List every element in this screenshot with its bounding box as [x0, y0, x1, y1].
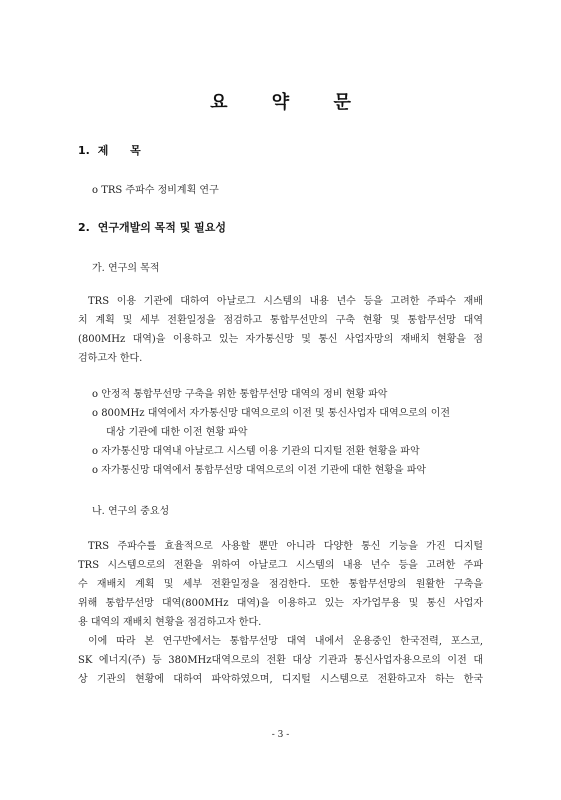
- section-1-number: 1.: [78, 144, 90, 157]
- paragraph-line: 수 재배치 계획 및 세부 전환일정을 점검한다. 또한 통합무선망의 원활한 구축을: [78, 579, 483, 590]
- paragraph-line: 치 계획 및 세부 전환일정을 점검하고 통합무선만의 구축 현황 및 통합무선망 대역: [78, 315, 483, 326]
- paragraph-line: TRS 이용 기관에 대하여 아날로그 시스템의 내용 년수 등을 고려한 주파수 재배: [88, 296, 483, 307]
- paragraph-line: 위해 통합무선망 대역(800MHz 대역)을 이용하고 있는 자가업무용 및 통신 사업자: [78, 598, 483, 609]
- subsection-a-label: 가. 연구의 목적: [92, 263, 160, 274]
- paragraph-line: TRS 시스템으로의 전환을 위하여 아날로그 시스템의 내용 년수 등을 고려한 주파: [78, 560, 483, 571]
- paragraph-line: 이에 따라 본 연구반에서는 통합무선망 대역 내에서 운용중인 한국전력, 포스코,: [88, 636, 483, 647]
- list-item: o 자가통신망 대역에서 통합무선망 대역으로의 이전 기관에 대한 현황을 파악: [92, 465, 427, 476]
- section-2-title: 연구개발의 목적 및 필요성: [97, 221, 227, 234]
- section-2-number: 2.: [78, 221, 90, 234]
- list-item-continuation: 대상 기관에 대한 이전 현황 파악: [106, 427, 248, 438]
- importance-paragraph-1: [78, 537, 483, 632]
- section-1-title: 제 목: [97, 144, 150, 157]
- paragraph-line: TRS 주파수를 효율적으로 사용할 뿐만 아니라 다양한 통신 기능을 가진 디지털: [88, 541, 483, 552]
- section-1-heading: [78, 142, 150, 158]
- paragraph-line: (800MHz 대역)을 이용하고 있는 자가통신망 및 통신 사업자망의 재배치 현황을 점: [78, 334, 483, 345]
- purpose-bullet-list: [92, 385, 486, 480]
- paragraph-line: 검하고자 한다.: [78, 353, 143, 364]
- paragraph-line: 상 기관의 현황에 대하여 파악하였으며, 디지털 시스템으로 전환하고자 하는 한국: [78, 674, 483, 685]
- importance-paragraph-2: [78, 632, 483, 689]
- subsection-b-label: 나. 연구의 중요성: [92, 506, 170, 517]
- paragraph-line: 용 대역의 재배치 현황을 점검하고자 한다.: [78, 617, 262, 628]
- section-2-heading: [78, 219, 226, 235]
- section-1-bullet: o TRS 주파수 정비계획 연구: [92, 185, 219, 196]
- list-item: o 안정적 통합무선망 구축을 위한 통합무선망 대역의 정비 현황 파악: [92, 389, 388, 400]
- list-item: o 800MHz 대역에서 자가통신망 대역으로의 이전 및 통신사업자 대역으로의 이전: [92, 408, 451, 419]
- paragraph-line: SK 에너지(주) 등 380MHz대역으로의 전환 대상 기관과 통신사업자용으로의 이전 대: [78, 655, 483, 666]
- page-title: 요 약 문: [210, 92, 370, 113]
- purpose-paragraph: [78, 292, 483, 368]
- page-number: - 3 -: [271, 730, 290, 740]
- list-item: o 자가통신망 대역내 아날로그 시스템 이용 기관의 디지털 전환 현황을 파악: [92, 446, 420, 457]
